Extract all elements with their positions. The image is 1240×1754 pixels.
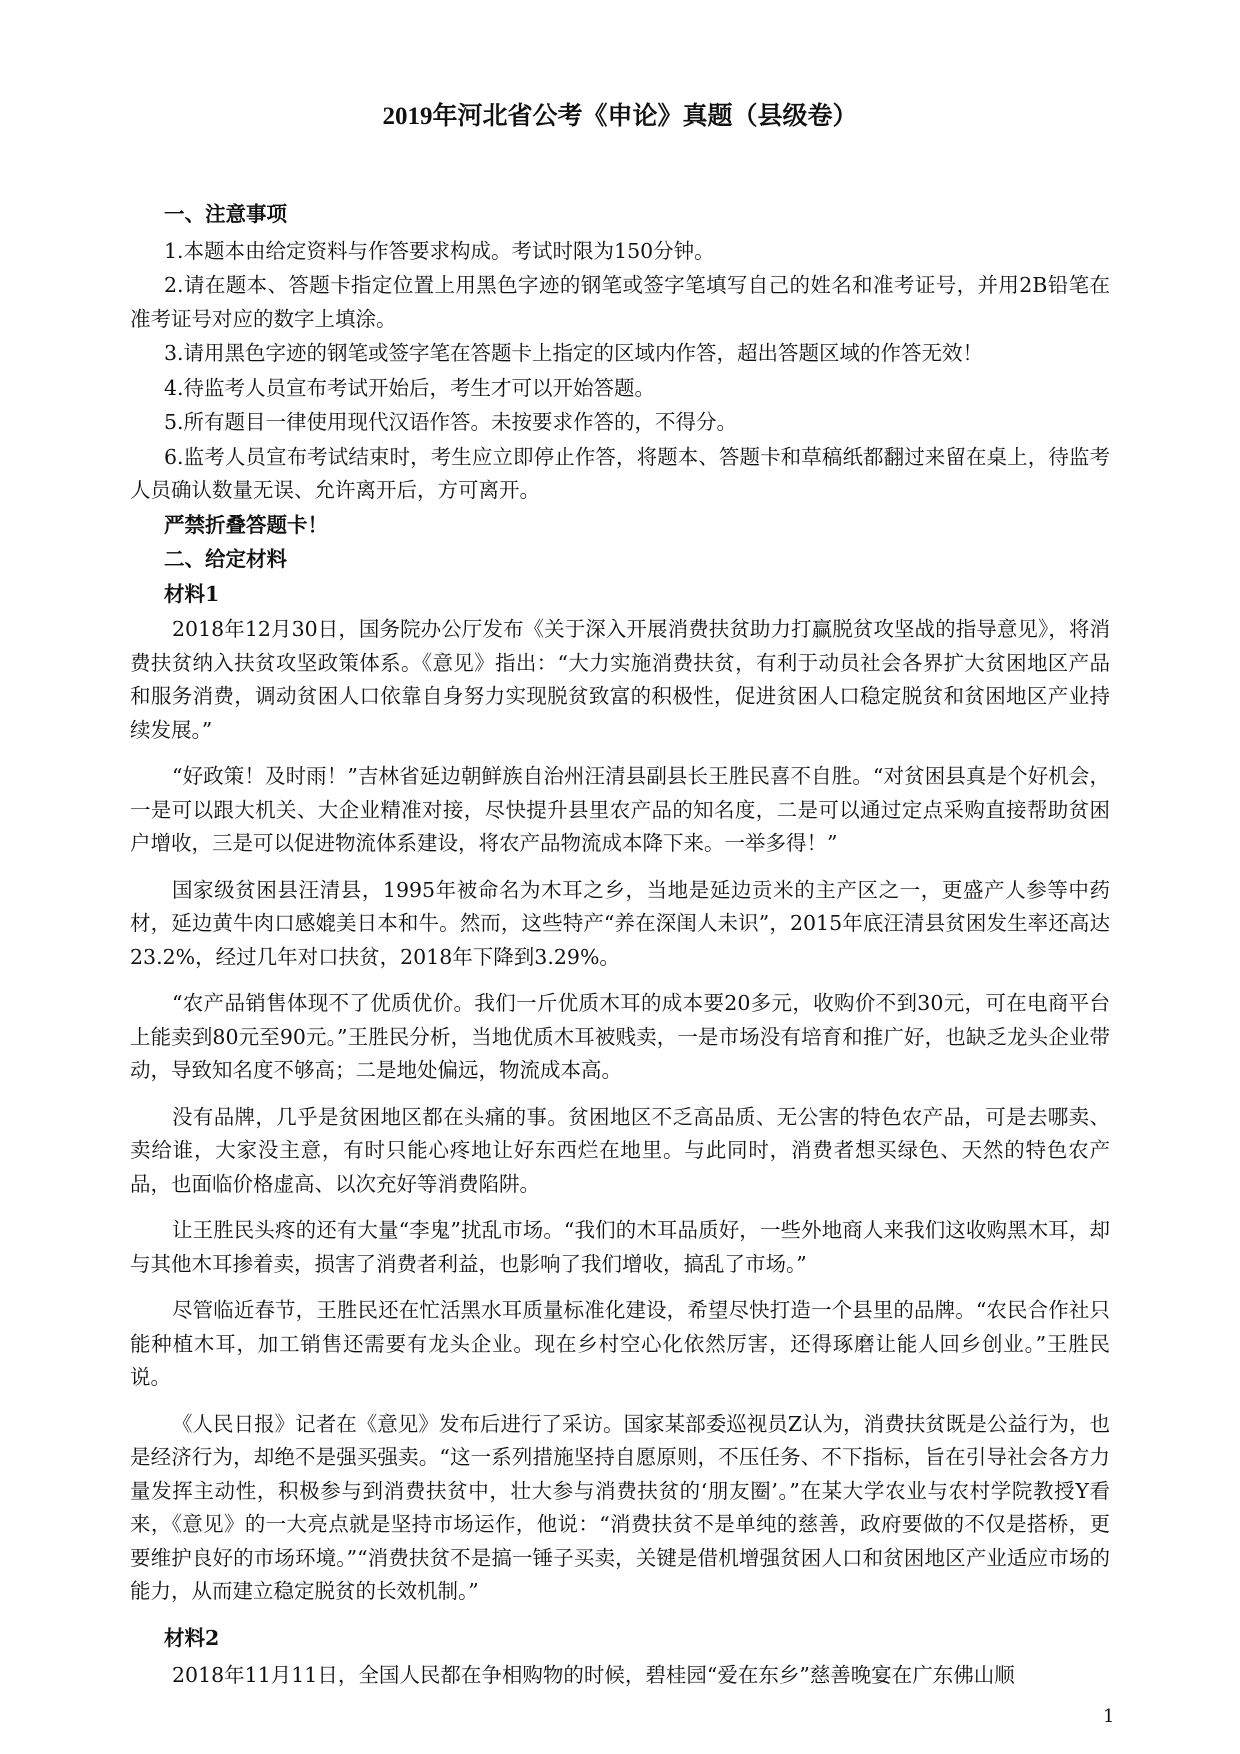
paragraph: 让王胜民头疼的还有大量“李鬼”扰乱市场。“我们的木耳品质好，一些外地商人来我们这收购黑木耳，却与其他木耳掺着卖，损害了消费者利益，也影响了我们增收，搞乱了市场。” (130, 1218, 1110, 1276)
material-1-heading: 材料1 (164, 581, 220, 606)
materials-heading: 二、给定材料 (164, 547, 287, 571)
paragraph: 没有品牌，几乎是贫困地区都在头痛的事。贫困地区不乏高品质、无公害的特色农产品，可是去哪卖、卖给谁，大家没主意，有时只能心疼地让好东西烂在地里。与此同时，消费者想买绿色、天然的特色农产品，也面临价格虚高、以次充好等消费陷阱。 (130, 1104, 1110, 1196)
notice-heading: 一、注意事项 (164, 202, 287, 226)
paragraph: 尽管临近春节，王胜民还在忙活黑水耳质量标准化建设，希望尽快打造一个县里的品牌。“农民合作社只能种植木耳，加工销售还需要有龙头企业。现在乡村空心化依然厉害，还得琢磨让能人回乡创业。”王胜民说。 (130, 1298, 1110, 1389)
notice-item: 4.待监考人员宣布考试开始后，考生才可以开始答题。 (164, 375, 656, 400)
paragraph: “好政策！及时雨！”吉林省延边朝鲜族自治州汪清县副县长王胜民喜不自胜。“对贫困县真是个好机会，一是可以跟大机关、大企业精准对接，尽快提升县里农产品的知名度，二是可以通过定点采购直接帮助贫困户增收，三是可以促进物流体系建设，将农产品物流成本降下来。一举多得！” (130, 764, 1110, 855)
document-title: 2019年河北省公考《申论》真题（县级卷） (382, 103, 858, 130)
material-2-heading: 材料2 (164, 1625, 220, 1650)
paragraph: 《人民日报》记者在《意见》发布后进行了采访。国家某部委巡视员Z认为，消费扶贫既是公益行为，也是经济行为，却绝不是强买强卖。“这一系列措施坚持自愿原则，不压任务、不下指标，旨在引导社会各方力量发挥主动性，积极参与到消费扶贫中，壮大参与消费扶贫的‘朋友圈’。”在某大学农业与农村学院教授Y看来，《意见》的一大亮点就是坚持市场运作，他说：“消费扶贫不是单纯的慈善，政府要做的不仅是搭桥，更要维护良好的市场环境。”“消费扶贫不是搞一锤子买卖，关键是借机增强贫困人口和贫困地区产业适应市场的能力，从而建立稳定脱贫的长效机制。” (130, 1411, 1110, 1603)
paragraph: “农产品销售体现不了优质优价。我们一斤优质木耳的成本要20多元，收购价不到30元，可在电商平台上能卖到80元至90元。”王胜民分析，当地优质木耳被贱卖，一是市场没有培育和推广好，也缺乏龙头企业带动，导致知名度不够高；二是地处偏远，物流成本高。 (130, 991, 1110, 1082)
notice-item: 1.本题本由给定资料与作答要求构成。考试时限为150分钟。 (164, 238, 715, 263)
notice-item: 6.监考人员宣布考试结束时，考生应立即停止作答，将题本、答题卡和草稿纸都翻过来留在桌上，待监考人员确认数量无误、允许离开后，方可离开。 (130, 444, 1110, 502)
page-number: 1 (1103, 1706, 1115, 1727)
paragraph: 2018年11月11日，全国人民都在争相购物的时候，碧桂园“爱在东乡”慈善晚宴在广东佛山顺 (172, 1663, 1015, 1687)
paragraph: 国家级贫困县汪清县，1995年被命名为木耳之乡，当地是延边贡米的主产区之一，更盛产人参等中药材，延边黄牛肉口感媲美日本和牛。然而，这些特产“养在深闺人未识”，2015年底汪清县贫困发生率还高达23.2%，经过几年对口扶贫，2018年下降到3.29%。 (130, 877, 1110, 969)
notice-item: 3.请用黑色字迹的钢笔或签字笔在答题卡上指定的区域内作答，超出答题区域的作答无效！ (164, 341, 984, 365)
notice-warning: 严禁折叠答题卡！ (164, 512, 328, 537)
document-body (130, 198, 1110, 1706)
notice-item: 5.所有题目一律使用现代汉语作答。未按要求作答的，不得分。 (164, 410, 738, 434)
notice-item: 2.请在题本、答题卡指定位置上用黑色字迹的钢笔或签字笔填写自己的姓名和准考证号，并用2B铅笔在准考证号对应的数字上填涂。 (130, 273, 1110, 331)
paragraph: 2018年12月30日，国务院办公厅发布《关于深入开展消费扶贫助力打赢脱贫攻坚战的指导意见》，将消费扶贫纳入扶贫攻坚政策体系。《意见》指出：“大力实施消费扶贫，有利于动员社会各界扩大贫困地区产品和服务消费，调动贫困人口依靠自身努力实现脱贫致富的积极性，促进贫困人口稳定脱贫和贫困地区产业持续发展。” (130, 617, 1110, 742)
